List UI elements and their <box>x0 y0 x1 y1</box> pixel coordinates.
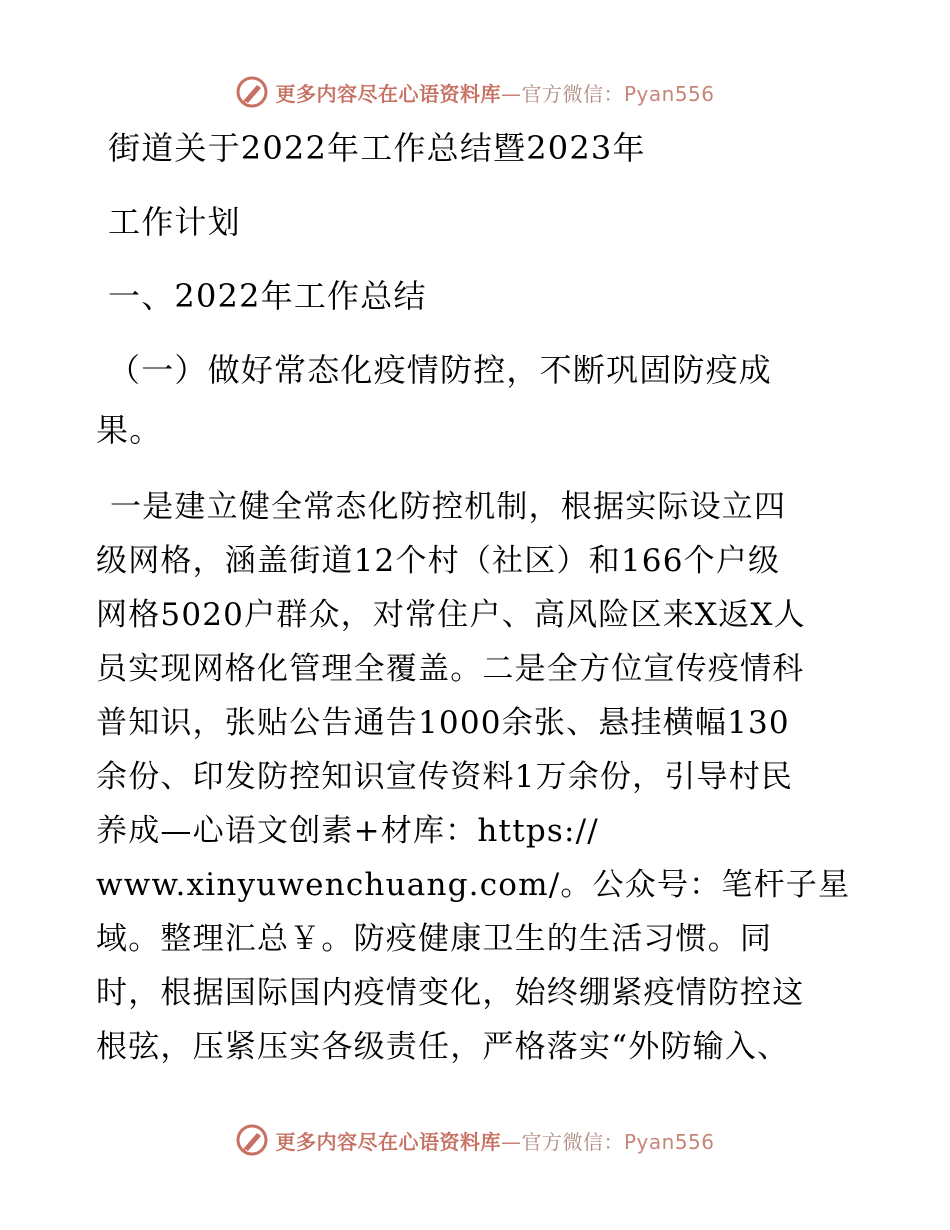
watermark-separator: — <box>500 1129 522 1154</box>
section-heading: 一、2022年工作总结 <box>108 277 427 315</box>
watermark-text <box>275 1126 714 1155</box>
watermark-official: 官方微信： <box>521 81 624 106</box>
watermark-separator: — <box>500 81 522 106</box>
body-paragraph <box>96 480 866 1074</box>
watermark-account: Pyan556 <box>623 1129 715 1154</box>
body-line: 网格5020户群众，对常住户、高风险区来X返X人 <box>96 597 806 633</box>
footer-watermark <box>0 1120 950 1160</box>
body-line: www.xinyuwenchuang.com/。公众号：笔杆子星 <box>96 867 851 903</box>
body-line: 根弦，压紧压实各级责任，严格落实“外防输入、 <box>96 1029 790 1065</box>
pen-logo-icon <box>235 1123 269 1157</box>
subheading-line1: （一）做好常态化疫情防控，不断巩固防疫成 <box>108 351 773 389</box>
watermark-account: Pyan556 <box>623 81 715 106</box>
body-line: 养成—心语文创素+材库：https:// <box>96 813 599 849</box>
header-watermark <box>0 72 950 112</box>
watermark-brand: 更多内容尽在心语资料库 <box>275 1129 501 1154</box>
body-line: 员实现网格化管理全覆盖。二是全方位宣传疫情科 <box>96 651 805 687</box>
subheading-line2: 果。 <box>96 411 163 449</box>
body-line: 余份、印发防控知识宣传资料1万余份，引导村民 <box>96 759 794 795</box>
pen-logo-icon <box>235 75 269 109</box>
body-line: 域。整理汇总￥。防疫健康卫生的生活习惯。同 <box>96 921 773 957</box>
body-line: 级网格，涵盖街道12个村（社区）和166个户级 <box>96 543 781 579</box>
body-line: 时，根据国际国内疫情变化，始终绷紧疫情防控这 <box>96 975 805 1011</box>
document-title-line1: 街道关于2022年工作总结暨2023年 <box>108 129 646 167</box>
watermark-official: 官方微信： <box>521 1129 624 1154</box>
body-line: 普知识，张贴公告通告1000余张、悬挂横幅130 <box>96 705 790 741</box>
body-line: 一是建立健全常态化防控机制，根据实际设立四 <box>110 489 787 525</box>
watermark-brand: 更多内容尽在心语资料库 <box>275 81 501 106</box>
watermark-text <box>275 78 714 107</box>
document-title-line2: 工作计划 <box>108 203 241 241</box>
